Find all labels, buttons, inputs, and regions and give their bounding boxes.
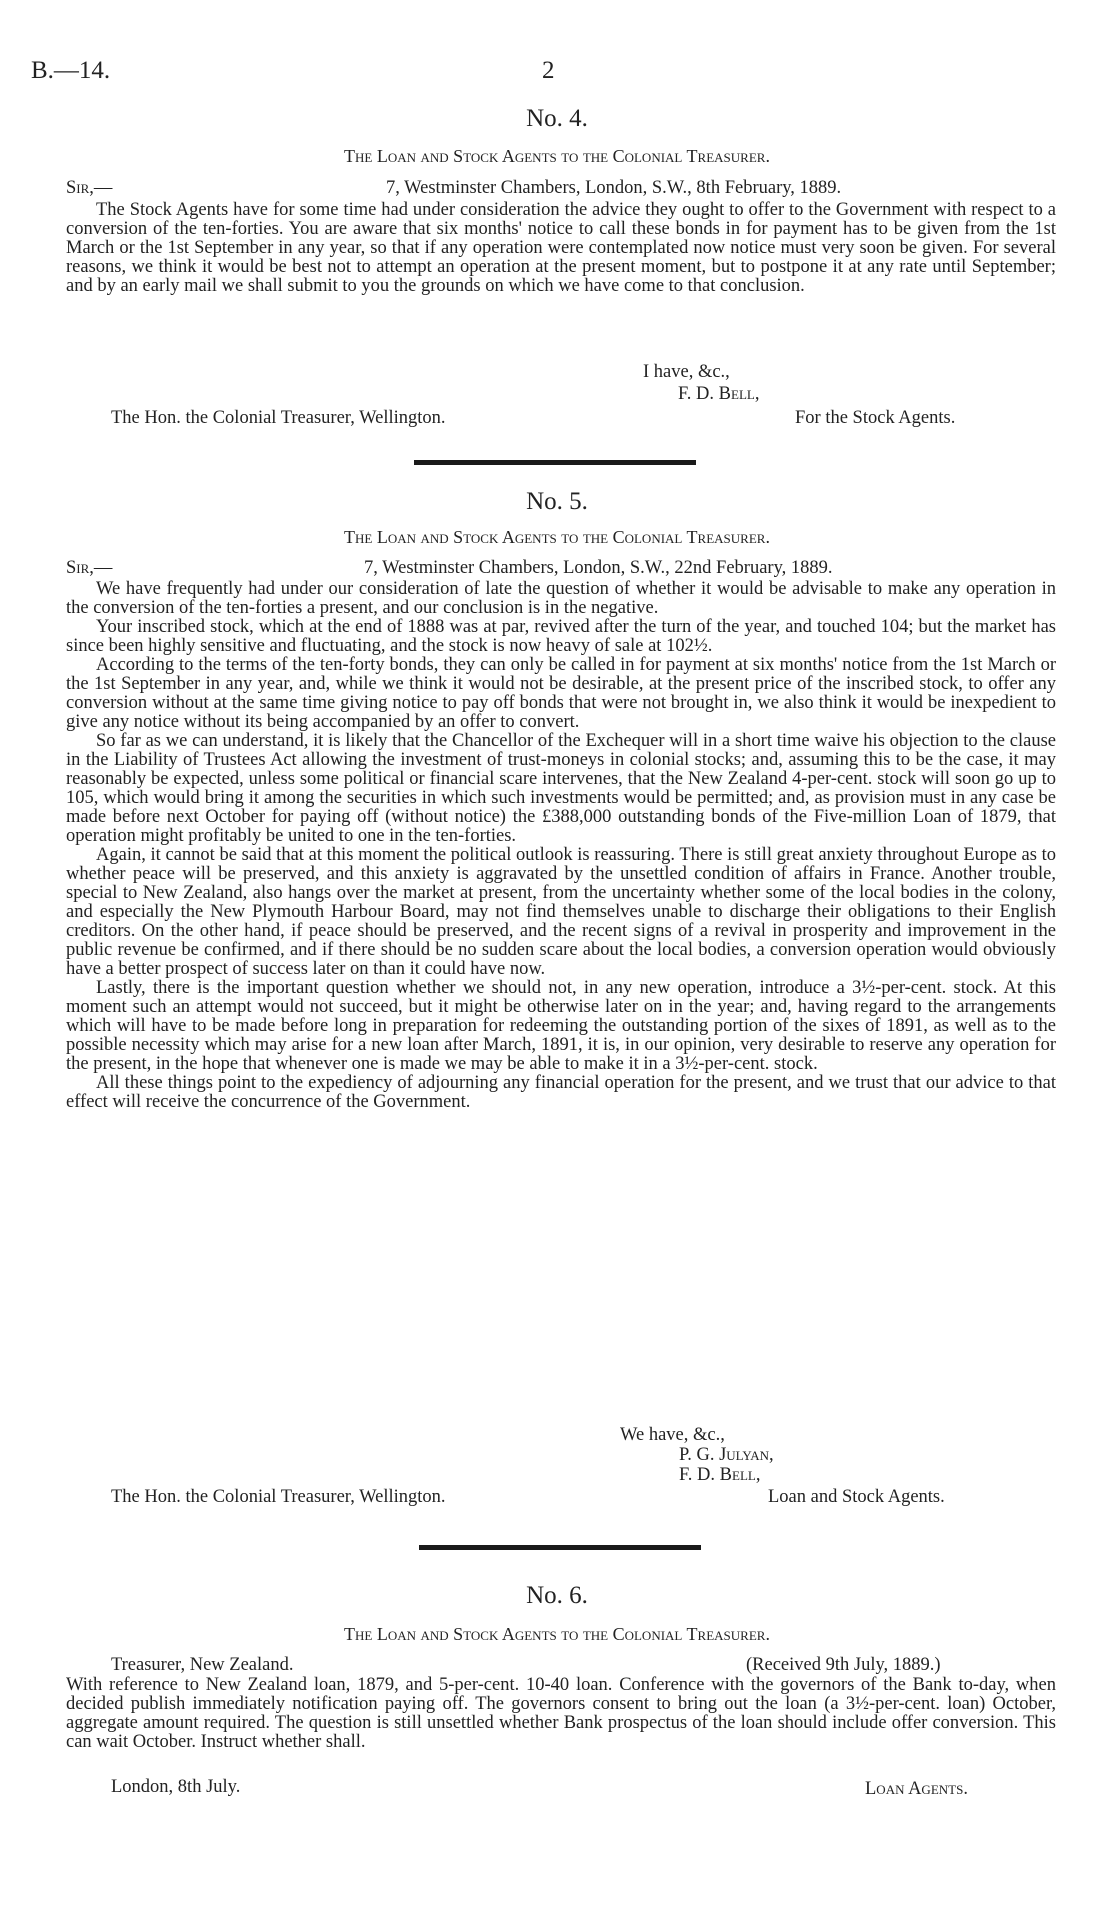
letter-body-6 <box>66 1676 1056 1752</box>
section-divider <box>414 460 696 465</box>
letter-body-4 <box>66 201 1056 296</box>
paragraph: With reference to New Zealand loan, 1879, and 5-per-cent. 10-40 loan. Conference with the governors of the Bank to-day, when decided publish immediately notification paying off. The governors consent to bring out the loan (a 3½-per-cent. loan) October, aggregate amount required. The question is still unsettled whether Bank prospectus of the loan should include offer conversion. This can wait October. Instruct whether shall. <box>66 1675 1056 1752</box>
signer-5b: F. D. Bell, <box>679 1465 761 1485</box>
signer-6: Loan Agents. <box>865 1779 968 1799</box>
recipient-4: The Hon. the Colonial Treasurer, Wellington. <box>111 408 446 428</box>
paragraph: According to the terms of the ten-forty bonds, they can only be called in for payment at six months' notice from the 1st March or the 1st September in any year, and, while we think it would not be desirable, at the present price of the inscribed stock, to offer any conversion without at the same time giving notice to pay off bonds that were not brought in, we also think it would be inexpedient to give any notice without its being accompanied by an offer to convert. <box>66 655 1056 732</box>
signer-5a: P. G. Julyan, <box>679 1445 774 1465</box>
paragraph: The Stock Agents have for some time had under consideration the advice they ought to offer to the Government with respect to a conversion of the ten-forties. You are aware that six months' notice to call these bonds in for payment has to be given from the 1st March or the 1st September in any year, so that if any operation were contemplated now notice must very soon be given. For several reasons, we think it would be best not to attempt an operation at the present moment, but to postpone it at any rate until September; and by an early mail we shall submit to you the grounds on which we have come to that conclusion. <box>66 200 1056 296</box>
place-date-6: London, 8th July. <box>111 1777 241 1797</box>
closing-4: I have, &c., <box>643 362 730 382</box>
section-divider <box>419 1545 701 1550</box>
paragraph: Again, it cannot be said that at this moment the political outlook is reassuring. There is still great anxiety throughout Europe as to whether peace will be preserved, and this anxiety is aggravated by the unsettled condition of affairs in France. Another trouble, special to New Zealand, also hangs over the market at present, from the uncertainty whether some of the local bodies in the colony, and especially the New Plymouth Harbour Board, may not find themselves unable to discharge their obligations to their English creditors. On the other hand, if peace should be preserved, and the recent signs of a revival in prosperity and improvement in the public revenue be confirmed, and if there should be no sudden scare about the local bodies, a conversion operation would obviously have a better prospect of success later on than it could have now. <box>66 845 1056 979</box>
letter-heading-6: The Loan and Stock Agents to the Colonial Treasurer. <box>344 1624 770 1644</box>
paragraph: Your inscribed stock, which at the end of 1888 was at par, revived after the turn of the year, and touched 104; but the market has since been highly sensitive and fluctuating, and the stock is now heavy of sale at 102½. <box>66 617 1056 656</box>
letter-heading-5: The Loan and Stock Agents to the Colonial Treasurer. <box>344 527 770 547</box>
letter-number-4: No. 4. <box>526 105 588 132</box>
paragraph: We have frequently had under our consideration of late the question of whether it would be advisable to make any operation in the conversion of the ten-forties a present, and our conclusion is in the negative. <box>66 579 1056 618</box>
letter-address-5: 7, Westminster Chambers, London, S.W., 22nd February, 1889. <box>364 558 833 578</box>
letter-body-5 <box>66 580 1056 1112</box>
paragraph: Lastly, there is the important question whether we should not, in any new operation, introduce a 3½-per-cent. stock. At this moment such an attempt would not succeed, but it might be otherwise later on in the year; and, having regard to the arrangements which will have to be made before long in preparation for redeeming the outstanding portion of the sixes of 1891, as well as to the possible necessity which may arise for a new loan after March, 1891, it is, in our opinion, very desirable to reserve any operation for the present, in the hope that whenever one is made we may be able to make it in a 3½-per-cent. stock. <box>66 978 1056 1074</box>
salutation-4: Sir,— <box>66 178 113 198</box>
signer-4: F. D. Bell, <box>678 384 760 404</box>
salutation-5: Sir,— <box>66 558 113 578</box>
closing-5: We have, &c., <box>620 1425 725 1445</box>
letter-number-5: No. 5. <box>526 488 588 515</box>
paragraph: All these things point to the expediency of adjourning any financial operation for the present, and we trust that our advice to that effect will receive the concurrence of the Government. <box>66 1073 1056 1112</box>
recipient-5: The Hon. the Colonial Treasurer, Wellington. <box>111 1487 446 1507</box>
signature-role-4: For the Stock Agents. <box>795 408 956 428</box>
paragraph: So far as we can understand, it is likely that the Chancellor of the Exchequer will in a short time waive his objection to the clause in the Liability of Trustees Act allowing the investment of trust-moneys in colonial stocks; and, assuming this to be the case, it may reasonably be expected, unless some political or financial scare intervenes, that the New Zealand 4-per-cent. stock will soon go up to 105, which would bring it among the securities in which such investments would be permitted; and, as provision must in any case be made before next October for paying off (without notice) the £388,000 outstanding bonds of the Five-million Loan of 1879, that operation might profitably be united to one in the ten-forties. <box>66 731 1056 846</box>
page-number: 2 <box>542 57 555 84</box>
addressee-6: Treasurer, New Zealand. <box>111 1655 294 1675</box>
letter-number-6: No. 6. <box>526 1582 588 1609</box>
signature-role-5: Loan and Stock Agents. <box>768 1487 945 1507</box>
letter-address-4: 7, Westminster Chambers, London, S.W., 8th February, 1889. <box>386 178 842 198</box>
received-date-6: (Received 9th July, 1889.) <box>746 1655 941 1675</box>
letter-heading-4: The Loan and Stock Agents to the Colonial Treasurer. <box>344 146 770 166</box>
document-reference: B.—14. <box>31 57 111 84</box>
